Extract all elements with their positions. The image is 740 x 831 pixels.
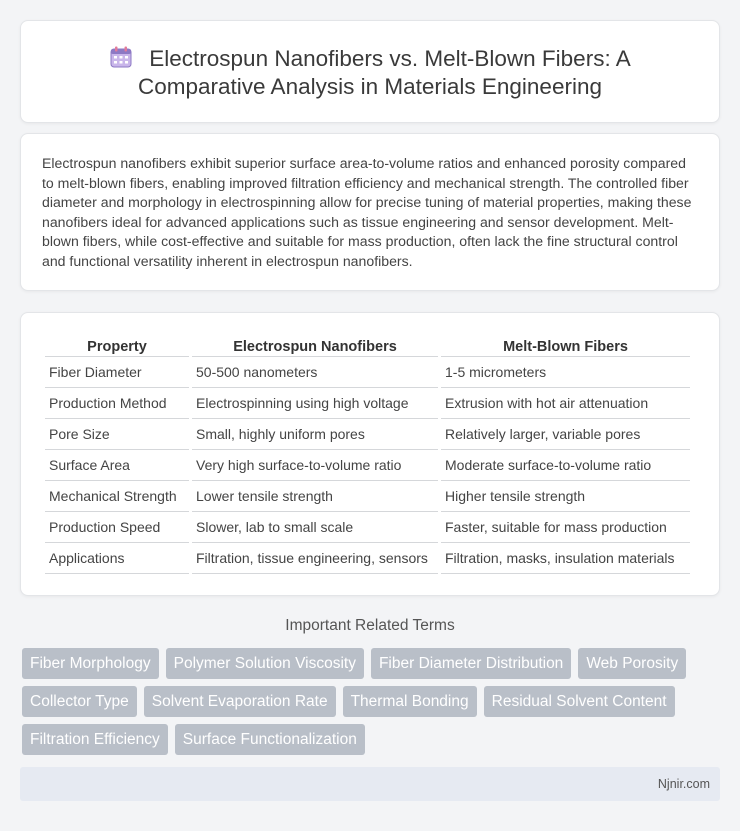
table-cell: Lower tensile strength [192,481,438,512]
related-term-tag[interactable]: Web Porosity [578,648,686,679]
table-cell: Production Method [45,388,189,419]
column-header-property: Property [45,333,189,357]
related-term-tag[interactable]: Polymer Solution Viscosity [166,648,364,679]
related-term-tag[interactable]: Solvent Evaporation Rate [144,686,336,717]
related-term-tag[interactable]: Thermal Bonding [343,686,477,717]
table-header-row [45,333,690,357]
related-term-tag[interactable]: Filtration Efficiency [22,724,168,755]
related-term-tag[interactable]: Collector Type [22,686,137,717]
table-cell: Moderate surface-to-volume ratio [441,450,690,481]
table-cell: Filtration, tissue engineering, sensors [192,543,438,574]
table-row [45,481,690,512]
column-header-electrospun: Electrospun Nanofibers [192,333,438,357]
table-cell: Pore Size [45,419,189,450]
table-cell: Slower, lab to small scale [192,512,438,543]
table-cell: Applications [45,543,189,574]
table-cell: Fiber Diameter [45,357,189,388]
table-cell: Surface Area [45,450,189,481]
related-terms-list [22,648,722,762]
intro-paragraph: Electrospun nanofibers exhibit superior surface area-to-volume ratios and enhanced porosity compared to melt-blown fibers, enabling improved filtration efficiency and mechanical strength. The controlled fiber diameter and morphology in electrospinning allow for precise tuning of material properties, making these nanofibers ideal for advanced applications such as tissue engineering and sensor development. Melt-blown fibers, while cost-effective and suitable for mass production, often lack the fine structural control and functional versatility inherent in electrospun nanofibers. [42,155,692,269]
table-cell: Electrospinning using high voltage [192,388,438,419]
table-body [45,357,690,574]
comparison-table-card [20,312,720,596]
related-term-tag[interactable]: Fiber Morphology [22,648,159,679]
related-term-tag[interactable]: Surface Functionalization [175,724,365,755]
table-cell: Very high surface-to-volume ratio [192,450,438,481]
table-row [45,388,690,419]
table-cell: Extrusion with hot air attenuation [441,388,690,419]
intro-card [20,133,720,291]
title-card [20,20,720,123]
tag-row [22,648,722,679]
tag-row [22,724,722,755]
related-term-tag[interactable]: Fiber Diameter Distribution [371,648,571,679]
table-row [45,450,690,481]
related-terms-heading: Important Related Terms [285,617,455,634]
table-cell: Mechanical Strength [45,481,189,512]
table-cell: Relatively larger, variable pores [441,419,690,450]
page-title [21,45,719,101]
table-cell: Faster, suitable for mass production [441,512,690,543]
footer-source[interactable]: Njnir.com [657,777,710,791]
table-row [45,543,690,574]
table-cell: Production Speed [45,512,189,543]
table-row [45,357,690,388]
table-cell: Filtration, masks, insulation materials [441,543,690,574]
column-header-melt-blown: Melt-Blown Fibers [441,333,690,357]
table-cell: Small, highly uniform pores [192,419,438,450]
table-cell: 50-500 nanometers [192,357,438,388]
footer [20,767,720,801]
table-row [45,419,690,450]
calendar-icon [109,46,133,68]
page-title-text: Electrospun Nanofibers vs. Melt-Blown Fibers: A Comparative Analysis in Materials Engineering [138,46,631,99]
table-cell: 1-5 micrometers [441,357,690,388]
related-term-tag[interactable]: Residual Solvent Content [484,686,675,717]
comparison-table [42,333,693,574]
table-row [45,512,690,543]
table-cell: Higher tensile strength [441,481,690,512]
tag-row [22,686,722,717]
